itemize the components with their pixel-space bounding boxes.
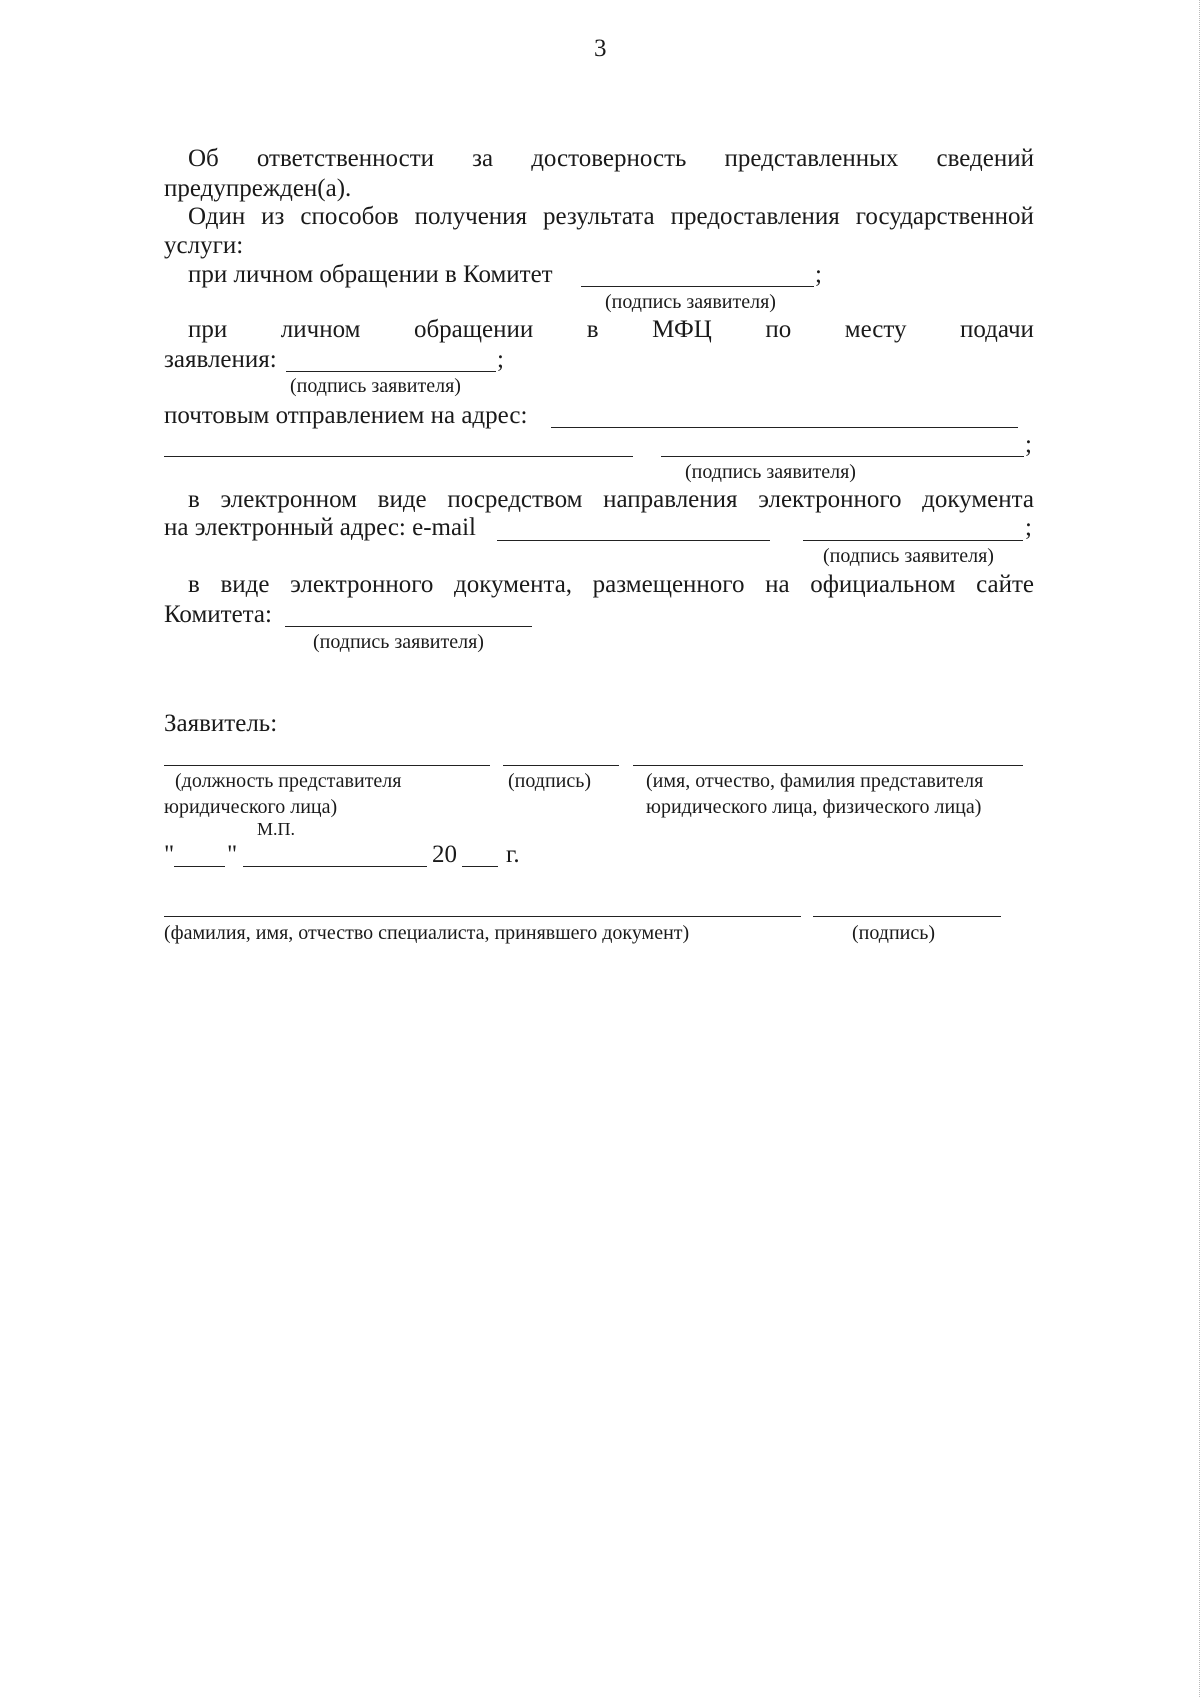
word: личном — [280, 316, 361, 343]
word: сайте — [976, 571, 1034, 598]
applicant-position-caption-2: юридического лица) — [164, 796, 338, 818]
word: из — [261, 203, 285, 230]
email-signature-caption: (подпись заявителя) — [823, 545, 994, 567]
word: результата — [543, 203, 655, 230]
word: подачи — [960, 316, 1034, 343]
word: получения — [414, 203, 528, 230]
word: ответственности — [256, 145, 435, 172]
word: виде — [377, 486, 427, 513]
specialist-signature-field[interactable] — [813, 916, 1001, 917]
site-option-line-1 — [188, 570, 1034, 600]
word: направления — [603, 486, 738, 513]
mail-signature-caption: (подпись заявителя) — [685, 461, 856, 483]
liability-paragraph-line-1 — [188, 144, 1034, 174]
date-year-field[interactable] — [462, 866, 498, 867]
word: Один — [188, 203, 246, 230]
date-year-prefix: 20 — [432, 841, 457, 868]
applicant-position-caption-1: (должность представителя — [175, 770, 402, 792]
word: документа — [922, 486, 1034, 513]
applicant-name-caption-1: (имя, отчество, фамилия представителя — [646, 770, 984, 792]
stamp-label: М.П. — [257, 819, 296, 839]
page-number: 3 — [594, 35, 607, 62]
word: государственной — [855, 203, 1034, 230]
word: в — [188, 571, 200, 598]
committee-signature-field[interactable] — [581, 286, 814, 287]
mfc-option-line-2: заявления: — [164, 346, 277, 373]
word: документа, — [453, 571, 573, 598]
site-option-line-2: Комитета: — [164, 601, 272, 628]
word: сведений — [936, 145, 1034, 172]
mfc-semicolon: ; — [497, 346, 504, 373]
word: за — [472, 145, 494, 172]
word: способов — [300, 203, 399, 230]
mfc-signature-field[interactable] — [286, 371, 496, 372]
electronic-option-line-2: на электронный адрес: e-mail — [164, 514, 476, 541]
email-signature-field[interactable] — [803, 540, 1023, 541]
word: в — [188, 486, 200, 513]
word: обращении — [413, 316, 534, 343]
method-paragraph-line-1 — [188, 202, 1034, 232]
specialist-signature-caption: (подпись) — [852, 922, 936, 944]
email-semicolon: ; — [1025, 514, 1032, 541]
applicant-name-field[interactable] — [633, 765, 1023, 766]
mail-semicolon: ; — [1025, 431, 1032, 458]
mail-address-field[interactable] — [551, 427, 1018, 428]
word: по — [765, 316, 792, 343]
date-quote-close: " — [227, 841, 238, 868]
word: при — [188, 316, 228, 343]
date-month-field[interactable] — [243, 866, 427, 867]
word: представленных — [724, 145, 899, 172]
mail-option-text: почтовым отправлением на адрес: — [164, 402, 528, 429]
word: электронном — [220, 486, 357, 513]
word: на — [765, 571, 790, 598]
mfc-signature-caption: (подпись заявителя) — [290, 375, 461, 397]
email-address-field[interactable] — [497, 540, 770, 541]
word: посредством — [447, 486, 583, 513]
mail-signature-field[interactable] — [661, 456, 1024, 457]
word: виде — [220, 571, 270, 598]
date-quote-open: " — [164, 841, 175, 868]
site-signature-field[interactable] — [285, 626, 532, 627]
word: официальном — [810, 571, 956, 598]
mail-address-field-line-2[interactable] — [164, 456, 633, 457]
committee-option-text: при личном обращении в Комитет — [188, 261, 553, 288]
applicant-signature-caption: (подпись) — [508, 770, 592, 792]
mfc-option-line-1 — [188, 315, 1034, 345]
site-signature-caption: (подпись заявителя) — [313, 631, 484, 653]
applicant-position-field[interactable] — [164, 765, 490, 766]
word: предоставления — [670, 203, 840, 230]
date-year-suffix: г. — [506, 841, 520, 868]
word: достоверность — [531, 145, 687, 172]
date-day-field[interactable] — [174, 866, 225, 867]
specialist-name-caption: (фамилия, имя, отчество специалиста, принявшего документ) — [164, 922, 690, 944]
applicant-name-caption-2: юридического лица, физического лица) — [646, 796, 982, 818]
word: электронного — [758, 486, 902, 513]
word: месту — [844, 316, 907, 343]
word: электронного — [290, 571, 434, 598]
word: размещенного — [592, 571, 745, 598]
committee-signature-caption: (подпись заявителя) — [605, 291, 776, 313]
word: МФЦ — [652, 316, 712, 343]
applicant-signature-field[interactable] — [503, 765, 619, 766]
committee-semicolon: ; — [815, 261, 822, 288]
electronic-option-line-1 — [188, 485, 1034, 515]
liability-paragraph-line-2: предупрежден(а). — [164, 175, 352, 202]
word: Об — [188, 145, 219, 172]
word: в — [586, 316, 599, 343]
applicant-label: Заявитель: — [164, 710, 278, 737]
specialist-name-field[interactable] — [164, 916, 801, 917]
method-paragraph-line-2: услуги: — [164, 232, 244, 259]
